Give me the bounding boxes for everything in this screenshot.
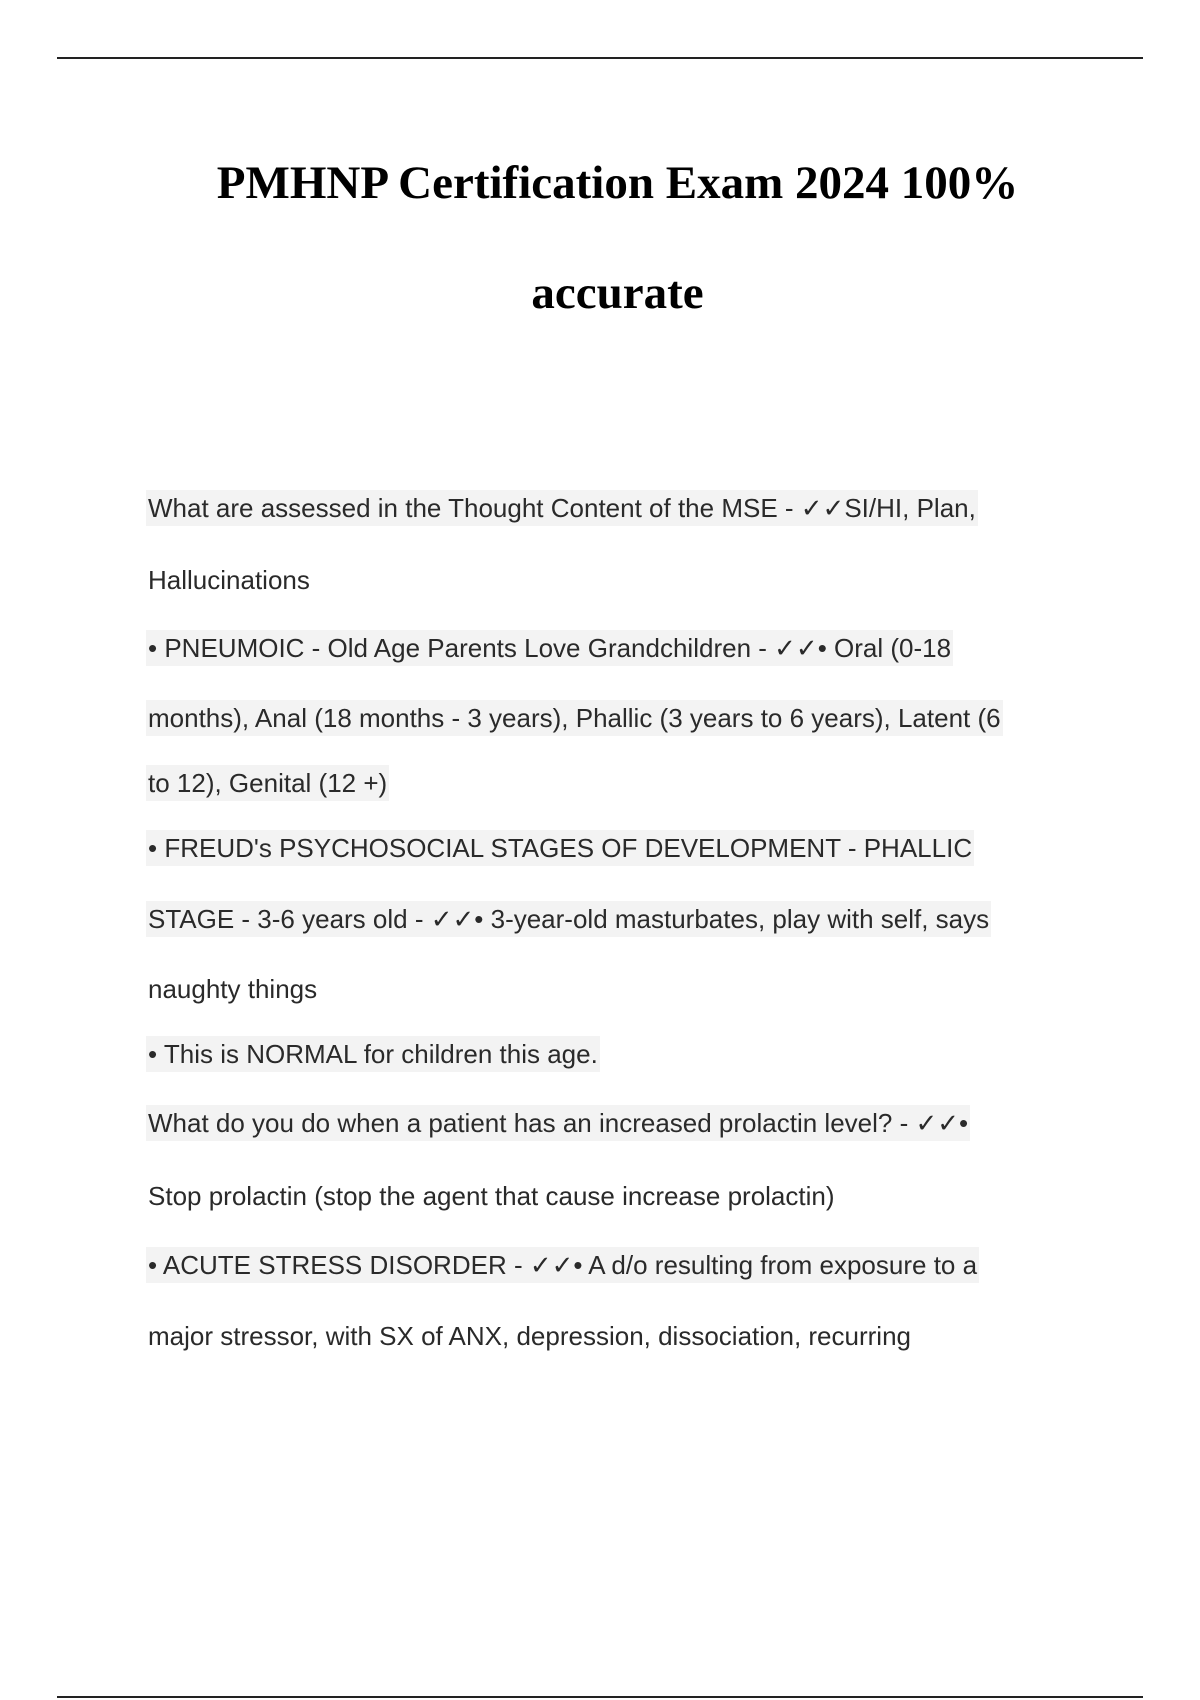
text-line: • PNEUMOIC - Old Age Parents Love Grandchildren - ✓✓• Oral (0-18 — [146, 630, 953, 666]
text-line: • This is NORMAL for children this age. — [146, 1036, 600, 1072]
text-line: • ACUTE STRESS DISORDER - ✓✓• A d/o resulting from exposure to a — [146, 1247, 979, 1283]
document-title — [0, 128, 1200, 348]
text-line: Stop prolactin (stop the agent that cause increase prolactin) — [148, 1181, 835, 1211]
text-line: What do you do when a patient has an increased prolactin level? - ✓✓• — [146, 1105, 970, 1141]
text-line: naughty things — [148, 974, 318, 1004]
text-line: major stressor, with SX of ANX, depression, dissociation, recurring — [148, 1321, 911, 1351]
text-line: STAGE - 3-6 years old - ✓✓• 3-year-old masturbates, play with self, says — [146, 901, 991, 937]
text-line: Hallucinations — [148, 565, 310, 595]
title-line-2: accurate — [531, 267, 704, 319]
footer-rule — [57, 1696, 1143, 1698]
text-line: What are assessed in the Thought Content of the MSE - ✓✓SI/HI, Plan, — [146, 490, 978, 526]
header-rule — [57, 57, 1143, 59]
text-line: to 12), Genital (12 +) — [146, 765, 389, 801]
title-line-1: PMHNP Certification Exam 2024 100% — [216, 157, 1019, 209]
text-line: • FREUD's PSYCHOSOCIAL STAGES OF DEVELOPMENT - PHALLIC — [146, 830, 974, 866]
text-line: months), Anal (18 months - 3 years), Phallic (3 years to 6 years), Latent (6 — [146, 700, 1003, 736]
